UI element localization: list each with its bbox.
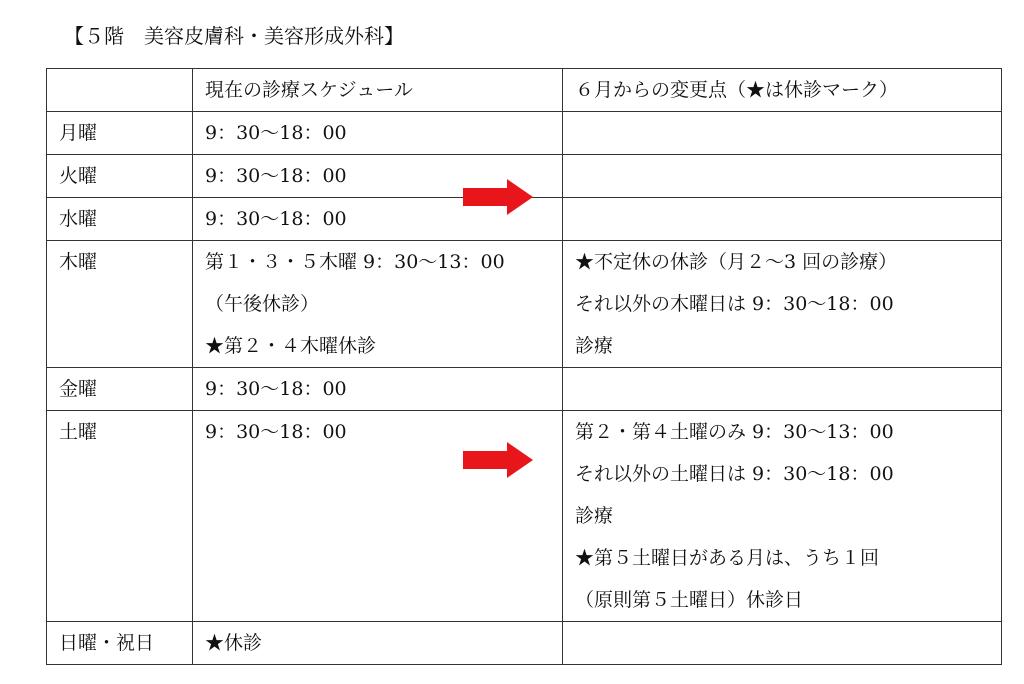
change-cell bbox=[563, 241, 1002, 368]
current-line: 9：30〜18：00 bbox=[205, 421, 347, 443]
change-cell bbox=[563, 112, 1002, 155]
day-label: 日曜・祝日 bbox=[47, 622, 193, 665]
change-cell bbox=[563, 155, 1002, 198]
change-line: 診療 bbox=[575, 505, 614, 527]
change-line: （原則第５土曜日）休診日 bbox=[575, 589, 804, 611]
current-line: 9：30〜18：00 bbox=[205, 208, 347, 230]
current-line: （午後休診） bbox=[205, 293, 320, 315]
change-line: それ以外の土曜日は 9：30〜18：00 bbox=[575, 463, 894, 485]
change-line: 診療 bbox=[575, 335, 614, 357]
current-schedule-cell bbox=[193, 368, 563, 411]
table-header-row bbox=[47, 69, 1002, 112]
current-line: 第１・３・５木曜 9：30〜13：00 bbox=[205, 251, 505, 273]
change-line: 第２・第４土曜のみ 9：30〜13：00 bbox=[575, 421, 894, 443]
change-line: ★第５土曜日がある月は、うち１回 bbox=[575, 547, 880, 569]
current-line: 9：30〜18：00 bbox=[205, 378, 347, 400]
day-label: 火曜 bbox=[47, 155, 193, 198]
day-label: 月曜 bbox=[47, 112, 193, 155]
current-line: ★休診 bbox=[205, 632, 263, 654]
current-line: ★第２・４木曜休診 bbox=[205, 335, 377, 357]
day-label: 水曜 bbox=[47, 198, 193, 241]
change-line: ★不定休の休診（月２〜3 回の診療） bbox=[575, 251, 898, 273]
table-row-sunday-holiday bbox=[47, 622, 1002, 665]
change-cell bbox=[563, 411, 1002, 622]
current-schedule-cell bbox=[193, 241, 563, 368]
current-schedule-cell bbox=[193, 112, 563, 155]
change-cell bbox=[563, 622, 1002, 665]
current-schedule-cell bbox=[193, 622, 563, 665]
day-label: 土曜 bbox=[47, 411, 193, 622]
change-cell bbox=[563, 198, 1002, 241]
table-row-friday bbox=[47, 368, 1002, 411]
change-line: それ以外の木曜日は 9：30〜18：00 bbox=[575, 293, 894, 315]
table-row-monday bbox=[47, 112, 1002, 155]
right-arrow-icon bbox=[463, 179, 533, 215]
current-line: 9：30〜18：00 bbox=[205, 165, 347, 187]
change-cell bbox=[563, 368, 1002, 411]
schedule-table bbox=[46, 68, 1002, 665]
header-day-cell bbox=[47, 69, 193, 112]
day-label: 金曜 bbox=[47, 368, 193, 411]
right-arrow-icon bbox=[463, 442, 533, 478]
day-label: 木曜 bbox=[47, 241, 193, 368]
header-current-schedule: 現在の診療スケジュール bbox=[193, 69, 563, 112]
current-line: 9：30〜18：00 bbox=[205, 122, 347, 144]
header-june-changes: ６月からの変更点（★は休診マーク） bbox=[563, 69, 1002, 112]
table-row-thursday bbox=[47, 241, 1002, 368]
page-heading: 【５階 美容皮膚科・美容形成外科】 bbox=[64, 24, 404, 48]
